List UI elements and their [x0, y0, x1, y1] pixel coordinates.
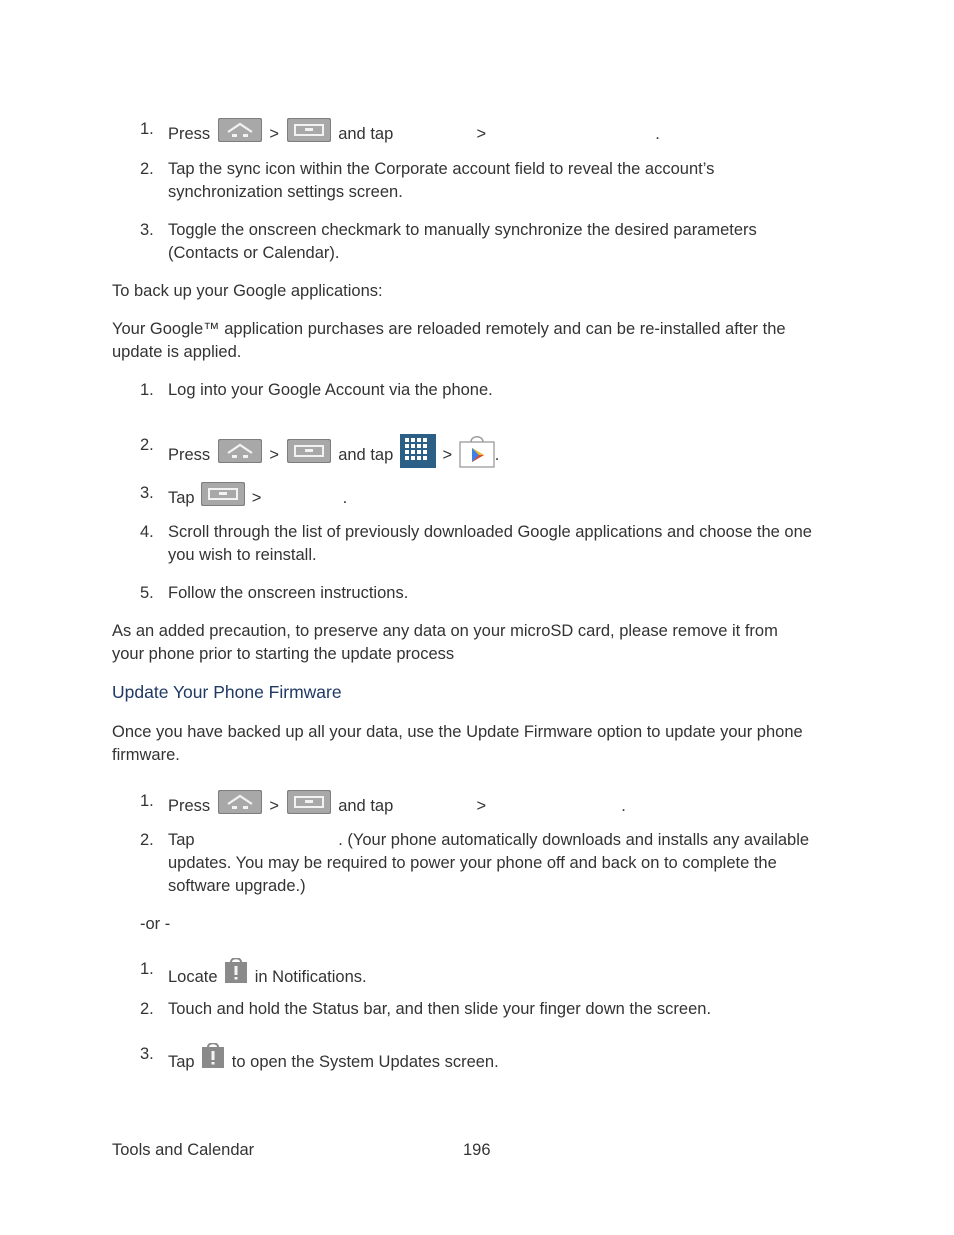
- step-text: . (Your phone automatically downloads and installs any available: [338, 831, 810, 849]
- step-end: .: [621, 797, 626, 815]
- step-number: 2.: [140, 831, 154, 849]
- step-number: 5.: [140, 584, 154, 602]
- separator: >: [251, 489, 262, 507]
- step-text: Touch and hold the Status bar, and then slide your finger down the screen.: [168, 1000, 712, 1018]
- step-text: you wish to reinstall.: [168, 546, 317, 564]
- system-update-notification-icon: [224, 958, 248, 991]
- separator: >: [269, 446, 280, 464]
- paragraph: Once you have backed up all your data, use the Update Firmware option to update your phone: [112, 723, 803, 741]
- step-end: .: [494, 446, 500, 464]
- step-number: 1.: [140, 792, 154, 810]
- step-text: Press: [168, 125, 211, 143]
- step-number: 2.: [140, 160, 154, 178]
- step-number: 2.: [140, 436, 154, 454]
- section-heading: Update Your Phone Firmware: [112, 682, 342, 702]
- paragraph: firmware.: [112, 746, 180, 764]
- step-text: to open the System Updates screen.: [231, 1053, 499, 1071]
- home-key-icon: [218, 790, 262, 821]
- separator: >: [476, 797, 487, 815]
- home-key-icon: [218, 118, 262, 149]
- step-number: 1.: [140, 120, 154, 138]
- paragraph: As an added precaution, to preserve any data on your microSD card, please remove it from: [112, 622, 778, 640]
- step-number: 3.: [140, 1045, 154, 1063]
- step-text: Log into your Google Account via the phone.: [168, 381, 493, 399]
- step-text: and tap: [338, 125, 394, 143]
- or-separator: -or -: [140, 915, 171, 933]
- step-text: (Contacts or Calendar).: [168, 244, 340, 262]
- step-text: in Notifications.: [254, 968, 367, 986]
- step-text: updates. You may be required to power your phone off and back on to complete the: [168, 854, 777, 872]
- page-number: 196: [463, 1141, 491, 1159]
- step-text: Follow the onscreen instructions.: [168, 584, 409, 602]
- step-text: Toggle the onscreen checkmark to manually synchronize the desired parameters: [168, 221, 757, 239]
- step-number: 2.: [140, 1000, 154, 1018]
- step-number: 1.: [140, 960, 154, 978]
- menu-key-icon: [287, 439, 331, 470]
- play-store-icon: [459, 434, 495, 475]
- paragraph: update is applied.: [112, 343, 242, 361]
- home-key-icon: [218, 439, 262, 470]
- paragraph: your phone prior to starting the update process: [112, 645, 455, 663]
- paragraph: To back up your Google applications:: [112, 282, 383, 300]
- menu-key-icon: [201, 482, 245, 513]
- step-text: Press: [168, 446, 211, 464]
- step-end: .: [655, 125, 660, 143]
- footer-section: Tools and Calendar: [112, 1141, 255, 1159]
- step-text: Scroll through the list of previously downloaded Google applications and choose the one: [168, 523, 812, 541]
- step-number: 3.: [140, 221, 154, 239]
- step-text: Tap: [168, 831, 195, 849]
- menu-key-icon: [287, 790, 331, 821]
- step-text: Tap: [168, 489, 195, 507]
- apps-grid-icon: [400, 434, 436, 475]
- menu-key-icon: [287, 118, 331, 149]
- step-text: software upgrade.): [168, 877, 306, 895]
- step-text: and tap: [338, 446, 394, 464]
- separator: >: [269, 125, 280, 143]
- step-number: 4.: [140, 523, 154, 541]
- step-text: and tap: [338, 797, 394, 815]
- separator: >: [442, 446, 453, 464]
- step-text: Press: [168, 797, 211, 815]
- step-text: Locate: [168, 968, 218, 986]
- step-end: .: [342, 489, 348, 507]
- separator: >: [269, 797, 280, 815]
- paragraph: Your Google™ application purchases are reloaded remotely and can be re-installed after the: [112, 320, 786, 338]
- step-number: 1.: [140, 381, 154, 399]
- separator: >: [476, 125, 487, 143]
- system-update-notification-icon: [201, 1043, 225, 1076]
- step-text: synchronization settings screen.: [168, 183, 403, 201]
- step-text: Tap the sync icon within the Corporate account field to reveal the account’s: [168, 160, 715, 178]
- step-number: 3.: [140, 484, 154, 502]
- step-text: Tap: [168, 1053, 195, 1071]
